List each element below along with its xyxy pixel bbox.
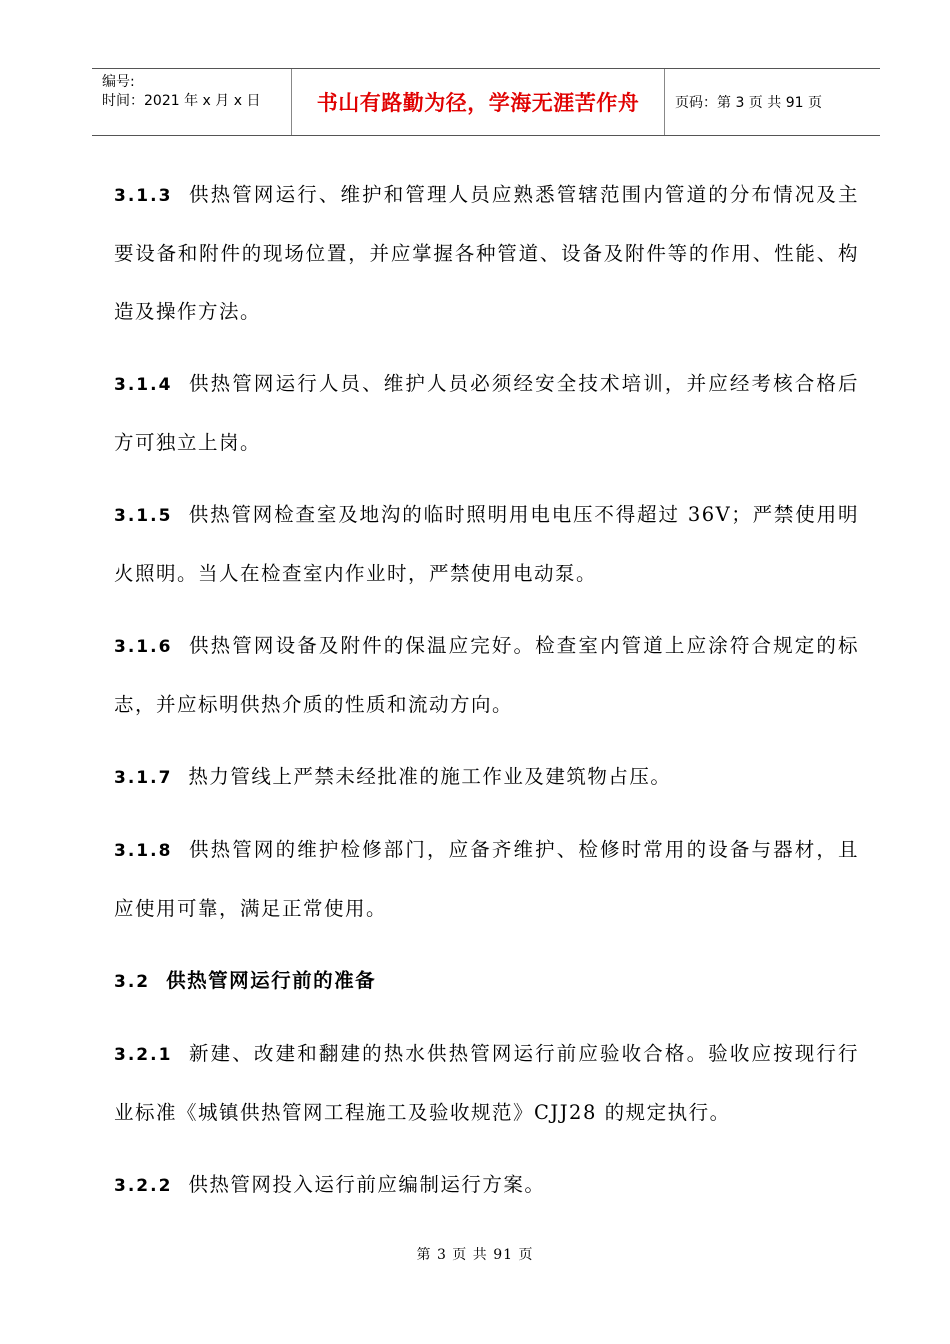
clause-number: 3.2.2 — [114, 1176, 173, 1196]
clause-number: 3.1.8 — [114, 841, 173, 861]
page-header — [92, 68, 880, 136]
header-motto: 书山有路勤为径，学海无涯苦作舟 — [292, 69, 665, 135]
section-number: 3.2 — [114, 972, 151, 992]
clause-3-1-7 — [114, 748, 859, 807]
header-info — [92, 69, 292, 135]
clause-text: 供热管网检查室及地沟的临时照明用电电压不得超过 36V；严禁使用明火照明。当人在检查室内作业时，严禁使用电动泵。 — [114, 503, 859, 585]
section-title: 供热管网运行前的准备 — [166, 969, 377, 992]
document-body — [114, 166, 859, 1229]
clause-number: 3.1.5 — [114, 506, 173, 526]
clause-3-1-6 — [114, 617, 859, 734]
clause-3-1-5 — [114, 486, 859, 603]
clause-number: 3.1.6 — [114, 637, 173, 657]
page-footer: 第 3 页 共 91 页 — [416, 1247, 534, 1263]
clause-3-2-1 — [114, 1025, 859, 1142]
clause-3-2-2 — [114, 1156, 859, 1215]
clause-number: 3.2.1 — [114, 1045, 173, 1065]
clause-text: 供热管网设备及附件的保温应完好。检查室内管道上应涂符合规定的标志，并应标明供热介质的性质和流动方向。 — [114, 634, 859, 716]
clause-text: 热力管线上严禁未经批准的施工作业及建筑物占压。 — [188, 765, 672, 788]
clause-text: 供热管网运行、维护和管理人员应熟悉管辖范围内管道的分布情况及主要设备和附件的现场位置，并应掌握各种管道、设备及附件等的作用、性能、构造及操作方法。 — [114, 183, 859, 323]
header-page-label: 页码：第 3 页 共 91 页 — [675, 95, 822, 111]
clause-3-1-8 — [114, 821, 859, 938]
code-label: 编号: — [102, 74, 135, 90]
clause-text: 供热管网的维护检修部门，应备齐维护、检修时常用的设备与器材，且应使用可靠，满足正常使用。 — [114, 838, 859, 920]
clause-number: 3.1.3 — [114, 186, 173, 206]
clause-text: 供热管网运行人员、维护人员必须经安全技术培训，并应经考核合格后方可独立上岗。 — [114, 372, 859, 454]
clause-3-1-3 — [114, 166, 859, 341]
section-heading — [114, 952, 859, 1011]
clause-number: 3.1.4 — [114, 375, 173, 395]
clause-text: 新建、改建和翻建的热水供热管网运行前应验收合格。验收应按现行行业标准《城镇供热管网工程施工及验收规范》CJJ28 的规定执行。 — [114, 1042, 859, 1124]
clause-3-1-4 — [114, 355, 859, 472]
time-label: 时间：2021 年 x 月 x 日 — [102, 93, 261, 109]
clause-text: 供热管网投入运行前应编制运行方案。 — [188, 1173, 546, 1196]
clause-number: 3.1.7 — [114, 768, 173, 788]
